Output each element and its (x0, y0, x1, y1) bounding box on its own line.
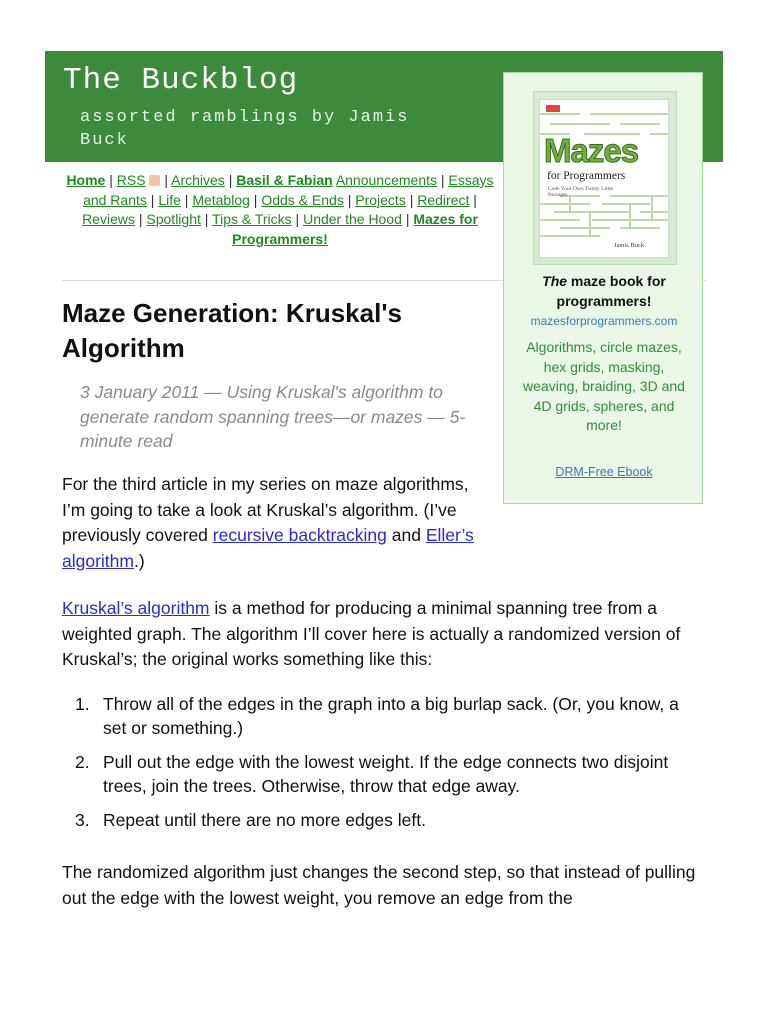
intro-text: .) (133, 550, 145, 571)
nav-separator: | (405, 211, 410, 228)
nav-announcements[interactable]: Announcements (335, 172, 437, 188)
randomized-paragraph: The randomized algorithm just changes the second step, so that instead of pulling out the edge with the lowest weight, you remove an edge from the (62, 862, 696, 908)
nav-reviews[interactable]: Reviews (82, 211, 135, 228)
nav-odds-and-ends[interactable]: Odds & Ends (261, 191, 344, 208)
nav-separator: | (473, 191, 477, 208)
sidebar-tagline (504, 272, 704, 311)
intro-text: For the third article in my series on maze algorithms, I’m going to take a look at Kruskal’s algorithm. (I’ve previously covered (62, 474, 469, 545)
nav-redirect[interactable]: Redirect (417, 191, 470, 208)
nav-separator: | (109, 172, 113, 188)
book-title: Mazes (544, 132, 639, 169)
nav-separator: | (295, 211, 300, 228)
list-item (62, 750, 702, 798)
nav-mazes-for-programmers[interactable]: Mazes for Programmers! (232, 211, 478, 248)
nav-separator: | (150, 191, 155, 208)
recursive-backtracking-link[interactable]: recursive backtracking (212, 525, 387, 545)
sidebar-features: Algorithms, circle mazes, hex grids, masking, weaving, braiding, 3D and 4D grids, spheres, and more! (523, 339, 685, 434)
step-number: 3. (75, 810, 90, 830)
nav-separator: | (164, 172, 168, 188)
step-text: Repeat until there are no more edges left. (103, 810, 426, 830)
book-subtitle: Code Your Own Twisty Little Passages (548, 186, 614, 198)
nav-under-the-hood[interactable]: Under the Hood (303, 211, 402, 228)
nav-separator: | (440, 172, 445, 188)
nav-archives[interactable]: Archives (171, 172, 225, 188)
nav-separator: | (204, 211, 209, 228)
post-title: Maze Generation: Kruskal's Algorithm (62, 298, 402, 363)
nav-separator: | (138, 211, 143, 228)
sidebar-tagline-rest: maze book for programmers! (556, 273, 666, 309)
nav-home[interactable]: Home (66, 172, 106, 188)
nav-projects[interactable]: Projects (355, 191, 406, 208)
step-text: Throw all of the edges in the graph into a big burlap sack. (Or, you know, a set or something.) (103, 694, 679, 738)
nav-rss[interactable]: RSS (116, 172, 146, 188)
nav-separator: | (184, 191, 189, 208)
nav-separator: | (409, 191, 414, 208)
nav-spotlight[interactable]: Spotlight (146, 211, 201, 228)
kruskals-algorithm-link[interactable]: Kruskal’s algorithm (62, 598, 210, 618)
book-title-sub: for Programmers (547, 170, 626, 182)
nav-metablog[interactable]: Metablog (192, 191, 250, 208)
nav-life[interactable]: Life (158, 191, 181, 208)
book-cover-frame[interactable] (533, 91, 677, 265)
intro-paragraph (62, 472, 482, 574)
sidebar-tagline-em: The (542, 273, 568, 289)
nav-tips-and-tricks[interactable]: Tips & Tricks (212, 211, 292, 228)
post-meta: 3 January 2011 — Using Kruskal's algorithm to generate random spanning trees—or mazes — 5-minute read (80, 382, 466, 451)
nav-separator: | (347, 191, 352, 208)
nav-separator: | (253, 191, 258, 208)
intro-text: and (386, 525, 426, 545)
drm-free-ebook-link[interactable]: DRM-Free Ebook (555, 465, 653, 479)
list-item (62, 808, 702, 832)
site-tagline: assorted ramblings by Jamis Buck (80, 108, 410, 150)
category-nav (62, 171, 498, 250)
book-author: Jamis Buck (614, 242, 645, 249)
book-promo-sidebar (503, 72, 703, 504)
book-cover[interactable] (539, 99, 669, 258)
sidebar-site-link[interactable]: mazesforprogrammers.com (530, 314, 678, 328)
step-text: Pull out the edge with the lowest weight. If the edge connects two disjoint trees, join the trees. Otherwise, throw that edge away. (103, 752, 669, 796)
nav-basil-fabian[interactable]: Basil & Fabian (236, 172, 333, 188)
nav-essays-and-rants[interactable]: Essays and Rants (83, 172, 494, 208)
step-number: 2. (75, 752, 90, 772)
step-number: 1. (75, 694, 90, 714)
rss-icon[interactable] (149, 175, 160, 186)
algorithm-steps (62, 692, 702, 842)
ellers-algorithm-link[interactable]: Eller’s algorithm (62, 525, 474, 571)
kruskal-paragraph (62, 596, 712, 673)
nav-separator: | (228, 172, 233, 188)
kruskal-text: is a method for producing a minimal spanning tree from a weighted graph. The algorithm I’ll cover here is actually a randomized version of Kruskal’s; the original works something like this: (62, 598, 681, 669)
list-item (62, 692, 702, 740)
site-title[interactable]: The Buckblog (63, 63, 299, 98)
